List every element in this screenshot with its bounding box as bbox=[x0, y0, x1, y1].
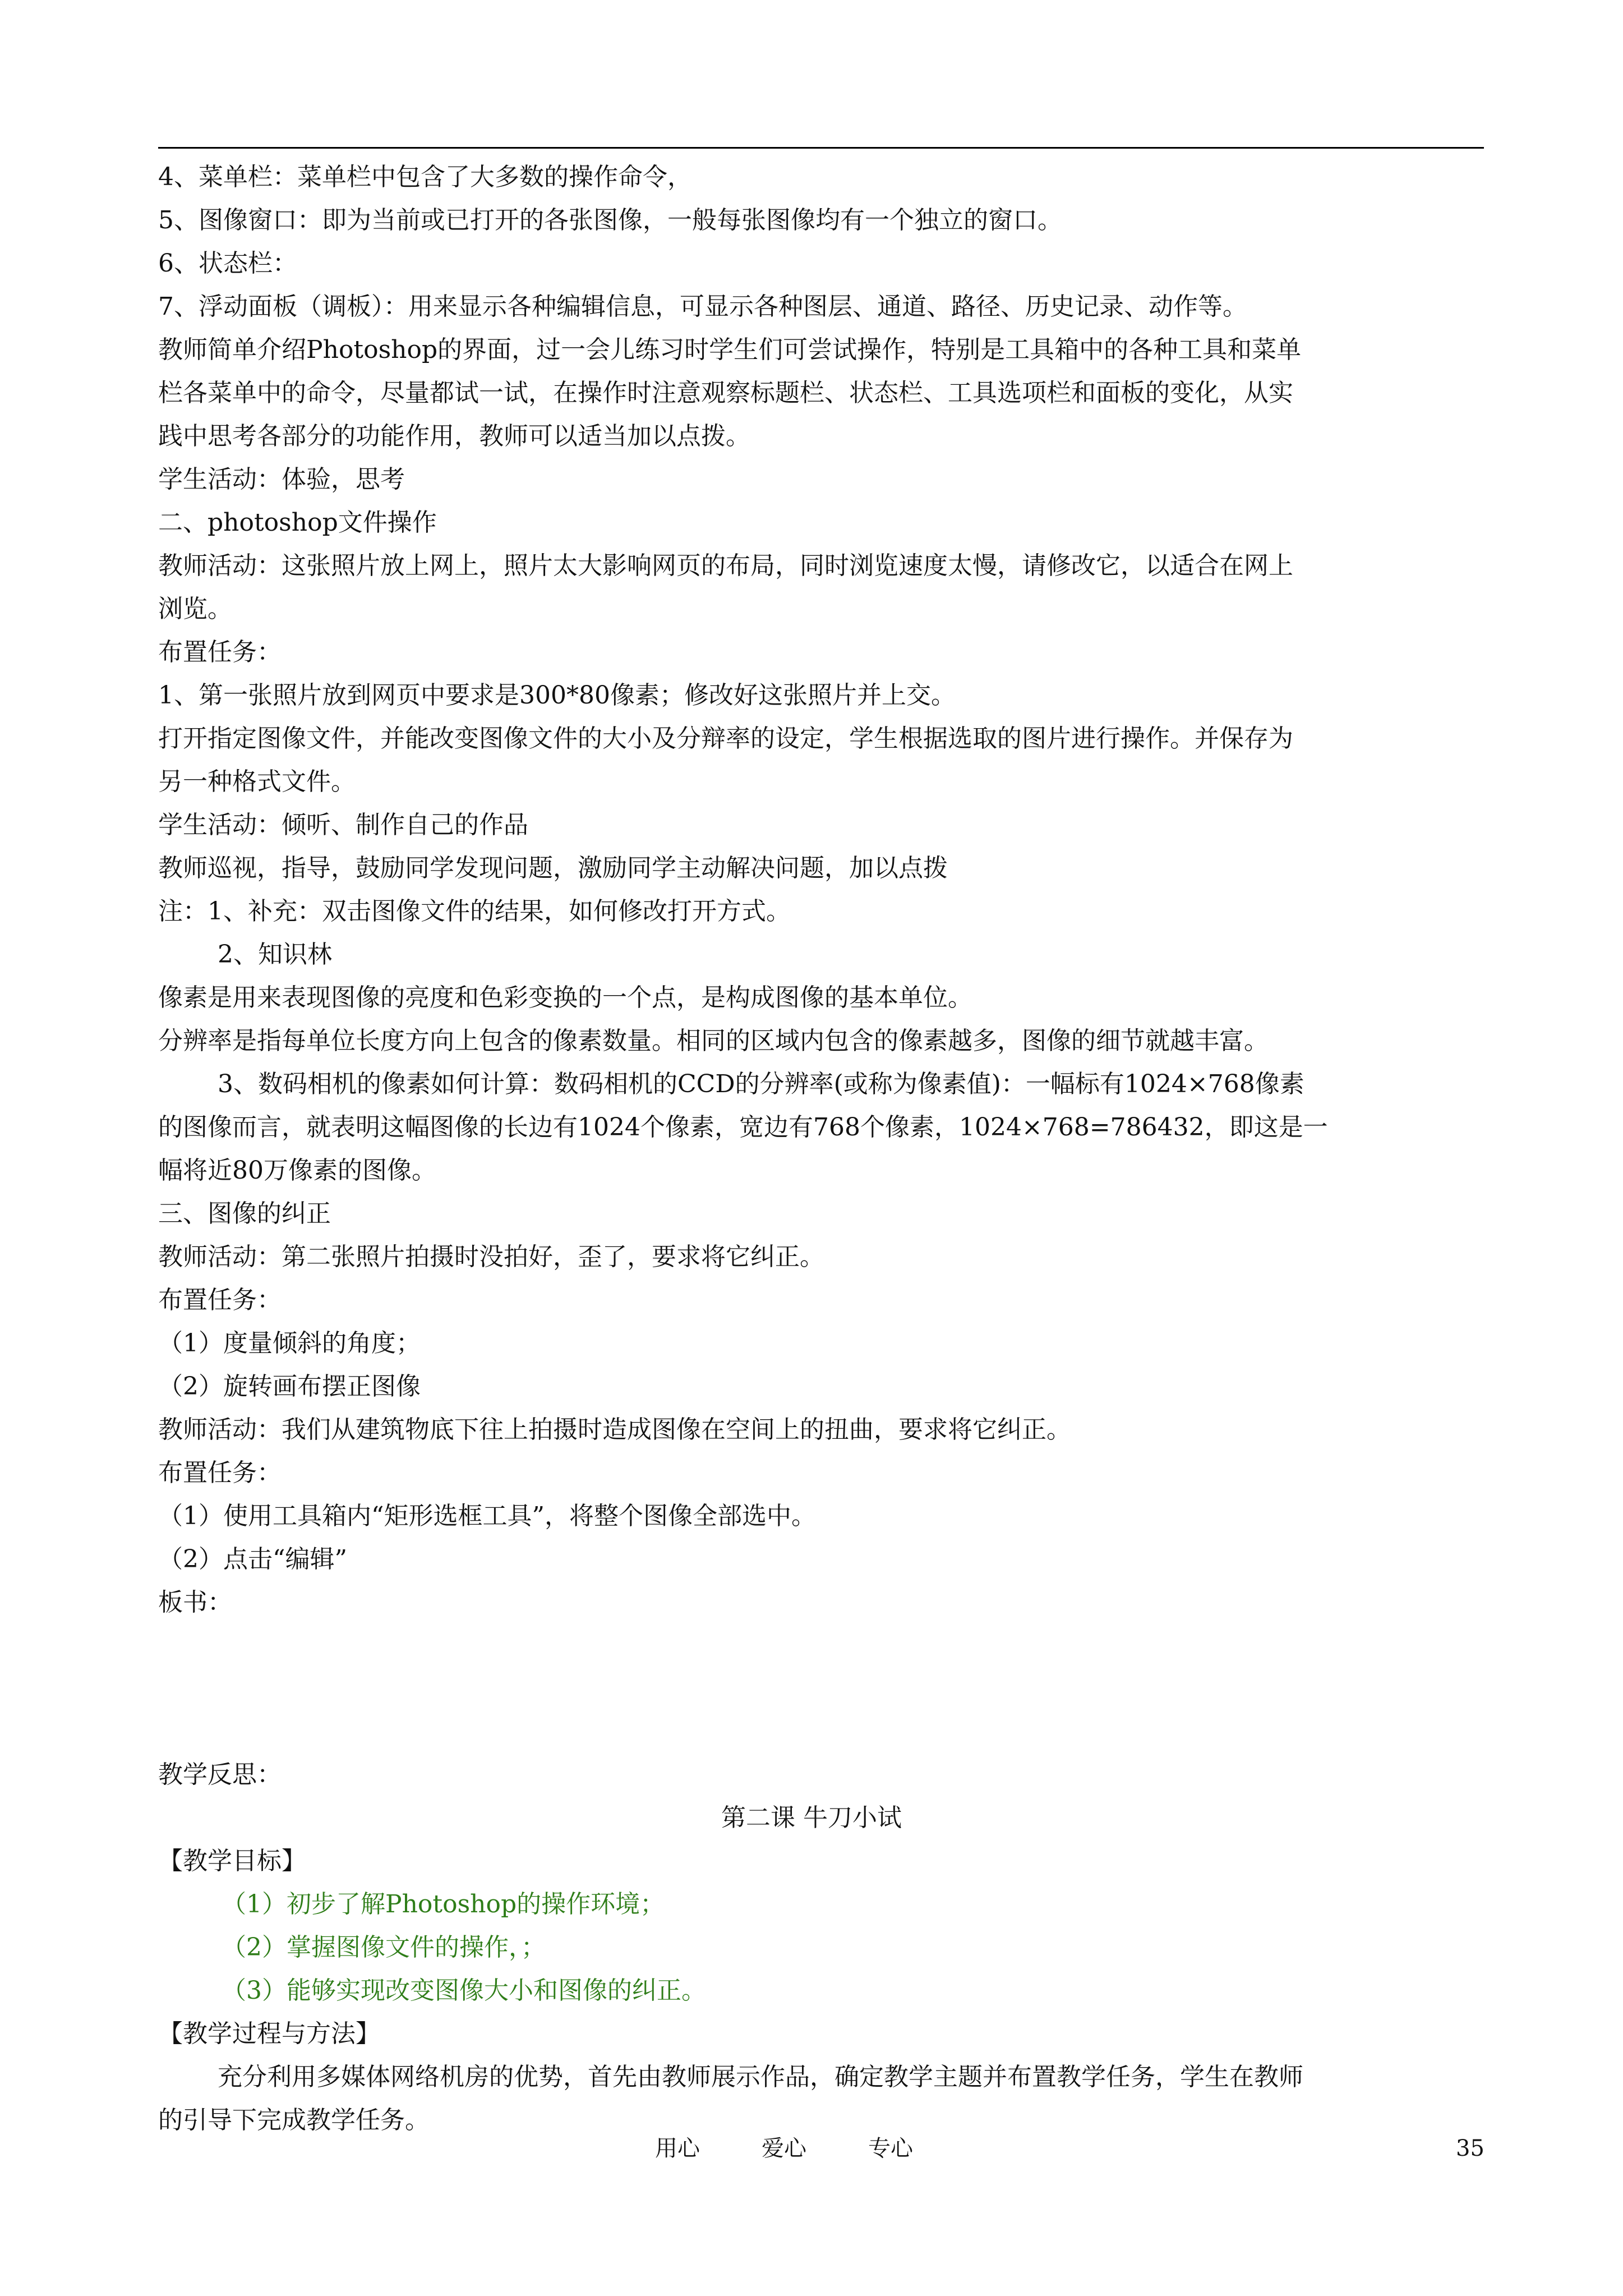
paragraph-line: 像素是用来表现图像的亮度和色彩变换的一个点，是构成图像的基本单位。 bbox=[158, 983, 972, 1012]
list-item: 1、第一张照片放到网页中要求是300*80像素；修改好这张照片并上交。 bbox=[158, 681, 956, 710]
paragraph-line: 的图像而言，就表明这幅图像的长边有1024个像素，宽边有768个像素，1024×768=786432，即这是一 bbox=[158, 1113, 1328, 1142]
reflection-label: 教学反思： bbox=[158, 1760, 282, 1789]
section-heading: 二、photoshop文件操作 bbox=[158, 508, 437, 537]
objective-item: （2）掌握图像文件的操作，； bbox=[222, 1933, 546, 1962]
header-rule bbox=[158, 147, 1484, 149]
student-activity: 学生活动：体验，思考 bbox=[158, 465, 405, 494]
image-window-item: 5、图像窗口：即为当前或已打开的各张图像，一般每张图像均有一个独立的窗口。 bbox=[158, 206, 1062, 234]
task-heading: 布置任务： bbox=[158, 1286, 282, 1314]
teacher-activity: 教师活动：第二张照片拍摄时没拍好，歪了，要求将它纠正。 bbox=[158, 1243, 824, 1271]
note-line: 2、知识林 bbox=[218, 940, 332, 969]
motto-word: 用心 bbox=[655, 2136, 700, 2161]
status-bar-item: 6、状态栏： bbox=[158, 249, 297, 278]
paragraph-line: 教师巡视，指导，鼓励同学发现问题，激励同学主动解决问题，加以点拨 bbox=[158, 854, 948, 882]
paragraph-line: 践中思考各部分的功能作用，教师可以适当加以点拨。 bbox=[158, 422, 750, 450]
list-item: （2）点击“编辑” bbox=[158, 1545, 347, 1573]
lesson-title: 第二课 牛刀小试 bbox=[721, 1803, 902, 1832]
footer-motto bbox=[655, 2135, 975, 2162]
paragraph-line: 充分利用多媒体网络机房的优势，首先由教师展示作品，确定教学主题并布置教学任务，学生在教师 bbox=[218, 2063, 1303, 2091]
task-heading: 布置任务： bbox=[158, 638, 282, 666]
paragraph-line: 浏览。 bbox=[158, 595, 232, 623]
paragraph-line: 的引导下完成教学任务。 bbox=[158, 2106, 430, 2134]
paragraph-line: 另一种格式文件。 bbox=[158, 767, 356, 796]
board-label: 板书： bbox=[158, 1588, 232, 1617]
note-line: 注：1、补充：双击图像文件的结果，如何修改打开方式。 bbox=[158, 897, 791, 926]
list-item: （1）度量倾斜的角度； bbox=[158, 1329, 421, 1358]
objective-item: （1）初步了解Photoshop的操作环境； bbox=[222, 1890, 665, 1918]
paragraph-line: 教师活动：这张照片放上网上，照片太大影响网页的布局，同时浏览速度太慢，请修改它，以适合在网上 bbox=[158, 551, 1293, 580]
section-heading: 三、图像的纠正 bbox=[158, 1199, 331, 1228]
process-heading: 【教学过程与方法】 bbox=[158, 2019, 380, 2048]
paragraph-line: 3、数码相机的像素如何计算：数码相机的CCD的分辨率(或称为像素值)：一幅标有1024×768像素 bbox=[218, 1070, 1304, 1098]
page-number: 35 bbox=[1456, 2136, 1484, 2161]
paragraph-line: 幅将近80万像素的图像。 bbox=[158, 1156, 436, 1185]
teacher-activity: 教师活动：我们从建筑物底下往上拍摄时造成图像在空间上的扭曲，要求将它纠正。 bbox=[158, 1415, 1071, 1444]
list-item: （1）使用工具箱内“矩形选框工具”，将整个图像全部选中。 bbox=[158, 1502, 816, 1530]
objectives-heading: 【教学目标】 bbox=[158, 1847, 306, 1875]
floating-panel-item: 7、浮动面板（调板）：用来显示各种编辑信息，可显示各种图层、通道、路径、历史记录、动作等。 bbox=[158, 292, 1247, 321]
motto-word: 爱心 bbox=[762, 2136, 806, 2161]
paragraph-line: 分辨率是指每单位长度方向上包含的像素数量。相同的区域内包含的像素越多，图像的细节就越丰富。 bbox=[158, 1027, 1269, 1055]
student-activity: 学生活动：倾听、制作自己的作品 bbox=[158, 811, 528, 839]
paragraph-line: 打开指定图像文件，并能改变图像文件的大小及分辩率的设定，学生根据选取的图片进行操作。并保存为 bbox=[158, 724, 1293, 753]
menu-bar-item: 4、菜单栏：菜单栏中包含了大多数的操作命令， bbox=[158, 163, 692, 191]
paragraph-line: 栏各菜单中的命令，尽量都试一试，在操作时注意观察标题栏、状态栏、工具选项栏和面板的变化，从实 bbox=[158, 379, 1293, 407]
task-heading: 布置任务： bbox=[158, 1458, 282, 1487]
objective-item: （3）能够实现改变图像大小和图像的纠正。 bbox=[222, 1976, 706, 2005]
paragraph-line: 教师简单介绍Photoshop的界面，过一会儿练习时学生们可尝试操作，特别是工具箱中的各种工具和菜单 bbox=[158, 335, 1302, 364]
motto-word: 专心 bbox=[868, 2136, 913, 2161]
list-item: （2）旋转画布摆正图像 bbox=[158, 1372, 421, 1401]
